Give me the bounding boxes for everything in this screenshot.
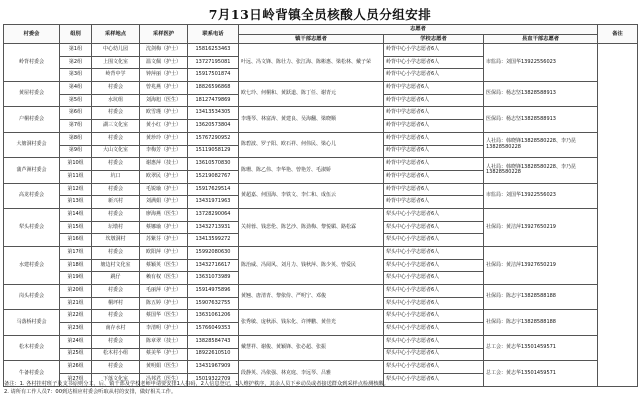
cell-school-volunteers: 犁头中心小学志愿者6人 <box>384 285 484 298</box>
cell-site: 松木村小组 <box>92 348 140 361</box>
table-row <box>4 310 638 323</box>
cell-site: 村委会 <box>92 158 140 171</box>
cell-group: 第20组 <box>60 285 92 298</box>
cell-site: 村委会 <box>92 247 140 260</box>
cell-group: 第18组 <box>60 259 92 272</box>
cell-town-volunteers: 欧七玲、何桐和、黄跃道、陈丁任、谢青元 <box>239 82 384 107</box>
cell-village: 岭背村委会 <box>4 44 60 82</box>
cell-village: 马落桥村委会 <box>4 310 60 335</box>
table-row <box>4 361 638 374</box>
table-row <box>4 183 638 196</box>
cell-phone: 13728290064 <box>188 208 239 221</box>
cell-site: 村委会 <box>92 132 140 145</box>
cell-medic: 蔡美华（护士） <box>140 348 188 361</box>
cell-school-volunteers: 犁头中心小学志愿者6人 <box>384 234 484 247</box>
cell-phone: 13727195081 <box>188 56 239 69</box>
cell-site: 村委会 <box>92 183 140 196</box>
cell-site: 大山文化室 <box>92 145 140 158</box>
cell-group: 第3组 <box>60 69 92 82</box>
cell-medic: 黄小红（护士） <box>140 120 188 133</box>
cell-school-volunteers: 犁头中心小学志愿者6人 <box>384 259 484 272</box>
cell-school-volunteers: 犁头中心小学志愿者6人 <box>384 221 484 234</box>
cell-phone: 15917501874 <box>188 69 239 82</box>
cell-phone: 13432713931 <box>188 221 239 234</box>
cell-phone: 15917629514 <box>188 183 239 196</box>
header-village: 村委会 <box>4 25 60 44</box>
cell-site: 村委会 <box>92 208 140 221</box>
cell-school-volunteers: 犁头中心小学志愿者6人 <box>384 373 484 386</box>
cell-village: 高龙村委会 <box>4 183 60 208</box>
cell-county-volunteers: 人社局：韩晓锋13828580228、李乃昆13828580228 <box>484 132 598 157</box>
cell-village: 水建村委会 <box>4 247 60 285</box>
cell-school-volunteers: 犁头中心小学志愿者6人 <box>384 208 484 221</box>
cell-group: 第27组 <box>60 373 92 386</box>
cell-school-volunteers: 岭背中学志愿者6人 <box>384 94 484 107</box>
cell-group: 第8组 <box>60 132 92 145</box>
cell-group: 第10组 <box>60 158 92 171</box>
cell-school-volunteers: 岭背中学志愿者6人 <box>384 145 484 158</box>
cell-medic: 黄珍玲（护士） <box>140 132 188 145</box>
cell-village: 岗头村委会 <box>4 285 60 310</box>
cell-phone: 15219082767 <box>188 170 239 183</box>
cell-group: 第2组 <box>60 56 92 69</box>
cell-site: 新兴村 <box>92 196 140 209</box>
cell-group: 第14组 <box>60 208 92 221</box>
cell-phone: 15767290952 <box>188 132 239 145</box>
cell-group: 第13组 <box>60 196 92 209</box>
cell-phone: 15914975896 <box>188 285 239 298</box>
cell-town-volunteers: 李瑾琴、林富涛、黄建良、吴海翻、梁晓顺 <box>239 107 384 132</box>
cell-town-volunteers: 陈碧波、罗子阳、欧石祥、何伟民、梁心儿 <box>239 132 384 157</box>
cell-medic: 毛锐瑜（护士） <box>140 183 188 196</box>
cell-medic: 廖海燕（医生） <box>140 208 188 221</box>
cell-medic: 曾兆燕（护士） <box>140 82 188 95</box>
cell-site: 村委会 <box>92 285 140 298</box>
cell-medic: 苏紫芬（护士） <box>140 234 188 247</box>
header-vol-county: 县直干部志愿者 <box>484 35 598 44</box>
cell-phone: 18826596868 <box>188 82 239 95</box>
cell-medic: 黄明娟（医生） <box>140 361 188 374</box>
footnote-1: 备注：1. 各村挂村班子及支书原则分工，后、镇干部及学校老师申请要安排1人扫码，2人信息登记，1人维护秩序，其余人员下乡动员或者接送群众到采样点检测核酸。 <box>4 381 389 387</box>
cell-group: 第7组 <box>60 120 92 133</box>
cell-site: 村委会 <box>92 361 140 374</box>
cell-school-volunteers: 犁头中心小学志愿者6人 <box>384 335 484 348</box>
cell-school-volunteers: 岭背中学志愿者6人 <box>384 183 484 196</box>
cell-town-volunteers: 张秀敏、庞秋添、钱东化、许博鹏、黄佳光 <box>239 310 384 335</box>
cell-village: 犁头村委会 <box>4 208 60 246</box>
cell-village: 户桐村委会 <box>4 107 60 132</box>
cell-medic: 刘满娟（护士） <box>140 196 188 209</box>
header-medic: 采样医护 <box>140 25 188 44</box>
cell-town-volunteers: 关荷蓉、钱悲伦、陈艺沙、陈劲梅、黎悦媚、路松霖 <box>239 208 384 246</box>
cell-site: 坎墩洞村 <box>92 234 140 247</box>
cell-group: 第16组 <box>60 234 92 247</box>
cell-medic: 刘海旭（医生） <box>140 94 188 107</box>
cell-school-volunteers: 岭背中学志愿者6人 <box>384 170 484 183</box>
cell-school-volunteers: 岭背中学志愿者6人 <box>384 107 484 120</box>
schedule-table <box>3 24 638 387</box>
cell-site: 村委会 <box>92 82 140 95</box>
cell-school-volunteers: 犁头中心小学志愿者6人 <box>384 272 484 285</box>
page-title: 7月13日岭背镇全员核酸人员分组安排 <box>208 7 432 22</box>
cell-site: 岭背中学 <box>92 69 140 82</box>
table-row <box>4 107 638 120</box>
cell-site: 水坑组 <box>92 94 140 107</box>
cell-site: 村委会 <box>92 335 140 348</box>
cell-site: 村委会 <box>92 310 140 323</box>
cell-school-volunteers: 岭背中学志愿者6人 <box>384 132 484 145</box>
cell-town-volunteers: 陈治威、冯阅风、刘月力、钱秋萍、陈少英、曾爱民 <box>239 247 384 285</box>
cell-phone: 18127479869 <box>188 94 239 107</box>
cell-school-volunteers: 岭背中学志愿者6人 <box>384 82 484 95</box>
cell-school-volunteers: 岭背中心小学志愿者6人 <box>384 56 484 69</box>
header-remark: 备注 <box>598 25 638 44</box>
cell-county-volunteers: 市监局：刘国华13922556023 <box>484 183 598 208</box>
cell-phone: 13413534305 <box>188 107 239 120</box>
header-group: 组别 <box>60 25 92 44</box>
cell-phone: 13828584743 <box>188 335 239 348</box>
cell-group: 第12组 <box>60 183 92 196</box>
cell-group: 第25组 <box>60 348 92 361</box>
cell-village: 松木村委会 <box>4 335 60 360</box>
cell-medic: 陈五婷（护士） <box>140 297 188 310</box>
table-row <box>4 132 638 145</box>
cell-village: 蒲芦洲村委会 <box>4 158 60 183</box>
cell-county-volunteers: 人社局：韩晓锋13828580228、李乃昆13828580228 <box>484 158 598 183</box>
cell-school-volunteers: 犁头中心小学志愿者6人 <box>384 323 484 336</box>
header-vol-town: 镇干部志愿者 <box>239 35 384 44</box>
cell-county-volunteers: 社保局：陈志宇13828588188 <box>484 310 598 335</box>
table-row <box>4 285 638 298</box>
cell-medic: 钟萍丽（护士） <box>140 69 188 82</box>
cell-town-volunteers: 黄翘、唐清青、黎依侍、严明宁、邓俊 <box>239 285 384 310</box>
cell-school-volunteers: 犁头中心小学志愿者6人 <box>384 348 484 361</box>
cell-medic: 沈剑梅（护士） <box>140 44 188 57</box>
cell-town-volunteers: 陈珊、陈乙伟、李华艳、曾艳芳、毛淑娇 <box>239 158 384 183</box>
cell-school-volunteers: 岭背中学志愿者6人 <box>384 196 484 209</box>
cell-medic: 李梅芳（护士） <box>140 145 188 158</box>
table-body <box>4 44 638 387</box>
cell-remark <box>598 44 638 387</box>
cell-group: 第15组 <box>60 221 92 234</box>
cell-county-volunteers: 总工会：黄志华13501459571 <box>484 361 598 386</box>
cell-group: 第6组 <box>60 107 92 120</box>
cell-school-volunteers: 岭背中心小学志愿者6人 <box>384 44 484 57</box>
table-row <box>4 247 638 260</box>
header-volunteers: 志愿者 <box>239 25 598 35</box>
cell-medic: 蔡娜瑜（护士） <box>140 221 188 234</box>
cell-phone: 15992080630 <box>188 247 239 260</box>
cell-county-volunteers: 医保局：杨志坚13828588913 <box>484 107 598 132</box>
cell-phone: 13432716617 <box>188 259 239 272</box>
cell-county-volunteers: 总工会：黄志华13501459571 <box>484 335 598 360</box>
table-row <box>4 208 638 221</box>
cell-phone: 15907632755 <box>188 297 239 310</box>
cell-medic: 赖有权（医生） <box>140 272 188 285</box>
cell-school-volunteers: 岭背中学志愿者6人 <box>384 158 484 171</box>
cell-site: 坛墩村 <box>92 221 140 234</box>
cell-medic: 毛丽萍（护士） <box>140 285 188 298</box>
cell-medic: 欧阳萍（护士） <box>140 247 188 260</box>
cell-phone: 13620573804 <box>188 120 239 133</box>
cell-site: 塘边村文化室 <box>92 259 140 272</box>
cell-phone: 13610570830 <box>188 158 239 171</box>
cell-phone: 15119058129 <box>188 145 239 158</box>
cell-group: 第1组 <box>60 44 92 57</box>
cell-phone: 13631073989 <box>188 272 239 285</box>
cell-medic: 欧翠民（护士） <box>140 170 188 183</box>
cell-group: 第26组 <box>60 361 92 374</box>
header-phone: 联系电话 <box>188 25 239 44</box>
cell-site: 坑口 <box>92 170 140 183</box>
cell-phone: 13631061206 <box>188 310 239 323</box>
cell-medic: 温文佩（护士） <box>140 56 188 69</box>
cell-site: 上围文化室 <box>92 56 140 69</box>
cell-school-volunteers: 犁头中心小学志愿者6人 <box>384 297 484 310</box>
header-vol-school: 学校志愿者 <box>384 35 484 44</box>
cell-phone: 13431967909 <box>188 361 239 374</box>
cell-village: 牛备村委会 <box>4 361 60 386</box>
cell-group: 第17组 <box>60 247 92 260</box>
cell-group: 第9组 <box>60 145 92 158</box>
cell-phone: 15816253463 <box>188 44 239 57</box>
cell-county-volunteers: 社保局：黄洁萍13927650219 <box>484 208 598 246</box>
cell-medic: 蔡国华（医生） <box>140 310 188 323</box>
cell-phone: 15766049353 <box>188 323 239 336</box>
cell-phone: 13413599272 <box>188 234 239 247</box>
cell-group: 第19组 <box>60 272 92 285</box>
footnotes <box>4 380 636 396</box>
cell-group: 第5组 <box>60 94 92 107</box>
cell-group: 第22组 <box>60 310 92 323</box>
cell-school-volunteers: 犁头中心小学志愿者6人 <box>384 247 484 260</box>
cell-school-volunteers: 岭背中学志愿者6人 <box>384 120 484 133</box>
cell-phone: 18922610510 <box>188 348 239 361</box>
cell-village: 大塘洞村委会 <box>4 132 60 157</box>
cell-group: 第21组 <box>60 297 92 310</box>
cell-county-volunteers: 医保局：杨志坚13828588913 <box>484 82 598 107</box>
cell-town-volunteers: 黄超嘉、何国海、李铁文、李仁和、成伍云 <box>239 183 384 208</box>
cell-site: 南存水村 <box>92 323 140 336</box>
cell-school-volunteers: 岭背中心小学志愿者6人 <box>384 69 484 82</box>
cell-county-volunteers: 社保局：黄洁萍13927650219 <box>484 247 598 285</box>
header-site: 采样地点 <box>92 25 140 44</box>
footnote-2: 2. 请所有工作人员7：00到达相应村委会听取从村的安排，做好相关工作。 <box>4 389 177 396</box>
cell-town-volunteers: 叶远、冯文锋、陈壮力、张江海、陈彬惠、梁松林、戴子荣 <box>239 44 384 82</box>
table-row <box>4 44 638 57</box>
cell-medic: 欧雪瑾（护士） <box>140 107 188 120</box>
cell-site: 湖三文化室 <box>92 120 140 133</box>
cell-medic: 冯邦君（医生） <box>140 373 188 386</box>
cell-county-volunteers: 市监局：刘国华13922556023 <box>484 44 598 82</box>
cell-county-volunteers: 社保局：陈志宇13828588188 <box>484 285 598 310</box>
cell-site: 下落文化室 <box>92 373 140 386</box>
cell-medic: 谢惠萍（技士） <box>140 158 188 171</box>
cell-town-volunteers: 段静英、冯依强、林克庭、李远琴、吕雅 <box>239 361 384 386</box>
cell-site: 桐坪村 <box>92 297 140 310</box>
cell-village: 黄屋村委会 <box>4 82 60 107</box>
cell-site: 跳仔 <box>92 272 140 285</box>
cell-group: 第11组 <box>60 170 92 183</box>
cell-site: 村委会 <box>92 107 140 120</box>
cell-group: 第4组 <box>60 82 92 95</box>
cell-site: 中心幼儿园 <box>92 44 140 57</box>
cell-group: 第24组 <box>60 335 92 348</box>
table-row <box>4 158 638 171</box>
cell-medic: 陈章翠（技士） <box>140 335 188 348</box>
table-row <box>4 82 638 95</box>
cell-town-volunteers: 戴慧祥、谢俊、黄颖锋、张必超、张振 <box>239 335 384 360</box>
cell-school-volunteers: 犁头中心小学志愿者6人 <box>384 310 484 323</box>
cell-medic: 蔡颖英（医生） <box>140 259 188 272</box>
cell-school-volunteers: 犁头中心小学志愿者6人 <box>384 361 484 374</box>
cell-group: 第23组 <box>60 323 92 336</box>
cell-medic: 李清明（护士） <box>140 323 188 336</box>
cell-phone: 15019322709 <box>188 373 239 386</box>
cell-phone: 13431971963 <box>188 196 239 209</box>
table-row <box>4 335 638 348</box>
